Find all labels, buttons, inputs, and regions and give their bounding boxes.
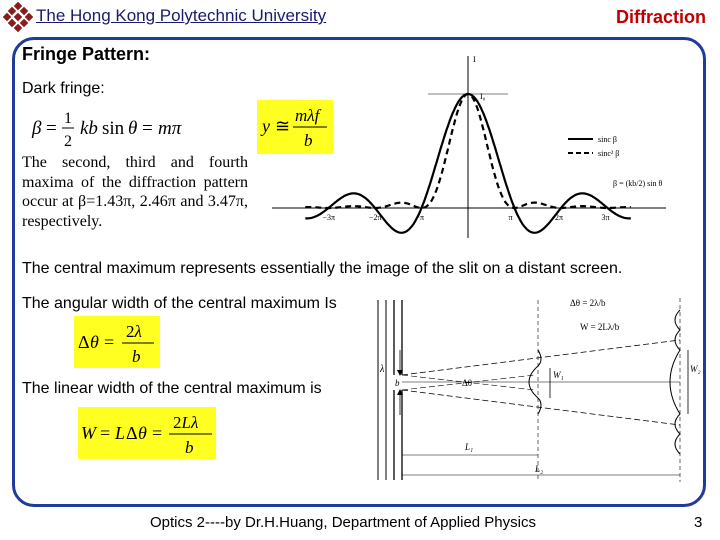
svg-text:Δ: Δ <box>126 423 138 443</box>
l2-label: L₂ <box>535 464 544 474</box>
svg-text:θ: θ <box>138 423 147 443</box>
svg-text:2Lλ: 2Lλ <box>173 413 199 432</box>
svg-text:Δ: Δ <box>78 332 90 352</box>
svg-text:=: = <box>100 423 111 443</box>
svg-text:W: W <box>81 423 96 443</box>
section-title: Fringe Pattern: <box>22 44 151 64</box>
fig-delta-theta-eq: Δθ = 2λ/b <box>570 298 606 308</box>
svg-text:=: = <box>104 332 115 352</box>
university-name[interactable]: The Hong Kong Polytechnic University <box>36 6 327 25</box>
svg-text:β: β <box>32 118 42 139</box>
svg-text:b: b <box>185 438 194 457</box>
svg-text:θ: θ <box>90 332 99 352</box>
wavelength-label: λ <box>380 364 385 375</box>
delta-theta-label: Δθ <box>462 378 473 388</box>
svg-text:L: L <box>115 423 126 443</box>
beta-tick-label: 2π <box>555 213 564 222</box>
footer-credit: Optics 2----by Dr.H.Huang, Department of Applied Physics <box>150 514 536 531</box>
svg-text:y: y <box>262 116 270 136</box>
svg-text:I: I <box>473 55 476 64</box>
slit-width-label: b <box>395 378 400 388</box>
w1-label: W₁ <box>553 370 564 380</box>
slide-topic: Diffraction <box>616 7 706 27</box>
dark-fringe-label: Dark fringe: <box>22 80 105 97</box>
angular-width-equation <box>74 316 160 368</box>
svg-text:kb: kb <box>80 118 98 139</box>
beta-tick-label: −π <box>415 213 425 222</box>
svg-text:b: b <box>304 131 313 150</box>
legend-sinc2: sinc² β <box>598 149 620 158</box>
sinc-pattern-figure <box>268 50 670 242</box>
svg-text:θ: θ <box>128 118 138 139</box>
svg-text:b: b <box>132 347 141 366</box>
beta-definition: β = (kb/2) sin θ <box>613 179 663 188</box>
maxima-paragraph: The second, third and fourth maxima of the diffraction pattern occur at β=1.43π, 2.46π and 3.47π, respectively. <box>22 154 248 230</box>
beta-tick-label: −3π <box>322 213 336 222</box>
svg-text:1: 1 <box>64 110 72 127</box>
linear-width-text: The linear width of the central maximum is <box>22 380 322 397</box>
linear-width-equation <box>78 407 216 459</box>
legend-sinc: sinc β <box>598 135 617 144</box>
w2-label: W₂ <box>690 364 701 374</box>
polyu-logo-icon <box>3 2 33 32</box>
beta-tick-label: 3π <box>601 213 610 222</box>
dark-fringe-equation <box>30 104 195 152</box>
fig-w-eq: W = 2Lλ/b <box>580 322 620 332</box>
svg-text:≅: ≅ <box>275 116 291 136</box>
beta-tick-label: π <box>508 213 513 222</box>
svg-text:2λ: 2λ <box>126 322 142 341</box>
svg-text:=: = <box>46 118 57 139</box>
svg-text:sin: sin <box>102 118 125 139</box>
l1-label: L₁ <box>465 442 474 452</box>
page-number: 3 <box>694 514 703 531</box>
beta-tick-label: −2π <box>369 213 382 222</box>
slit-geometry-figure <box>370 290 706 490</box>
svg-text:mλf: mλf <box>295 106 320 125</box>
svg-text:=: = <box>142 118 153 139</box>
angular-width-text: The angular width of the central maximum Is <box>22 295 337 312</box>
central-max-text: The central maximum represents essentially the image of the slit on a distant screen. <box>22 260 623 277</box>
svg-text:2: 2 <box>64 133 72 150</box>
svg-text:mπ: mπ <box>158 118 182 139</box>
peak-label: I₀ <box>480 92 486 101</box>
svg-text:=: = <box>152 423 163 443</box>
